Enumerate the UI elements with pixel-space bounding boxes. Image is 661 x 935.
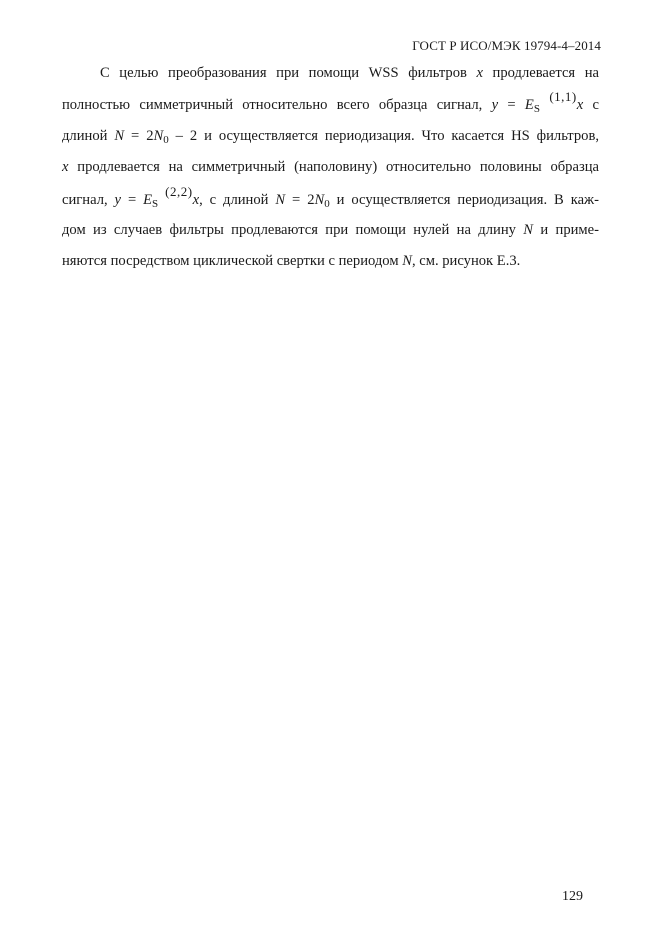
page-number: 129 xyxy=(562,889,583,904)
paragraph-line-6: дом из случаев фильтры продлеваются при помощи нулей на длину N и приме- xyxy=(62,221,599,238)
paragraph-line-5: сигнал, $y = E_S$ (2,2)x, с длиной $N = 2N_0$ и осуществляется периодизация. В каж- xyxy=(62,183,599,210)
paragraph-line-7: няются посредством циклической свертки с периодом N, см. рисунок Е.3. xyxy=(62,253,521,270)
paragraph-line-2: полностью симметричный относительно всего образца сигнал, $y = E_S$ (1,1)x с xyxy=(62,89,599,116)
paragraph-line-4: x продлевается на симметричный (наполовину) относительно половины образца xyxy=(62,159,599,176)
document-header: ГОСТ Р ИСО/МЭК 19794-4–2014 xyxy=(412,38,601,53)
paragraph-line-3: длиной $N = 2N_0 - 2$ и осуществляется периодизация. Что касается HS фильтров, xyxy=(62,127,599,146)
paragraph-line-1: С целью преобразования при помощи WSS фильтров x продлевается на xyxy=(100,65,599,81)
body-paragraph xyxy=(62,58,599,278)
